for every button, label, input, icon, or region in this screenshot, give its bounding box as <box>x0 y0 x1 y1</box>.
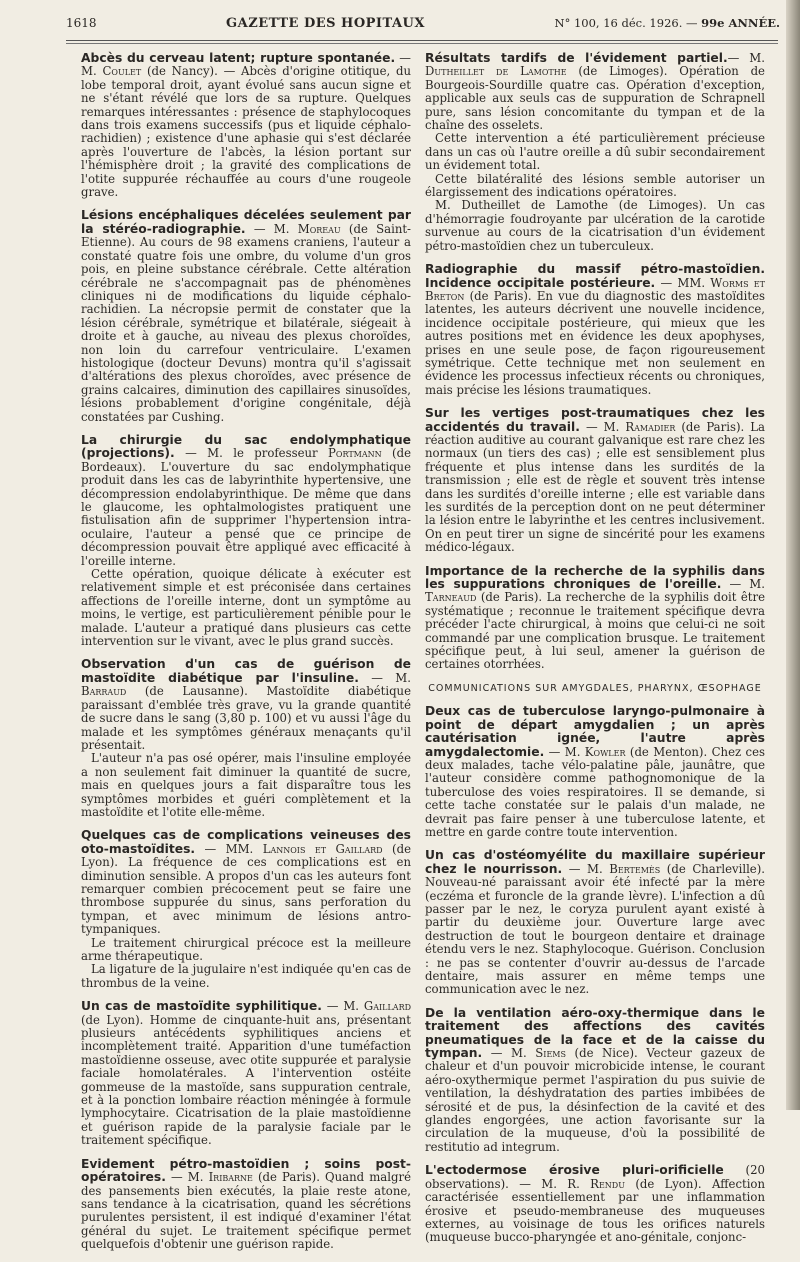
article-author: Bertemès <box>609 861 661 876</box>
author-place: (de Paris). <box>464 288 537 303</box>
author-place: (de Paris). <box>675 419 751 434</box>
paragraph-text: Chez ces deux malades, tache vélo-palatine pâle, jaunâtre, que l'auteur considère comme pathognomonique de la tuberculose des voies respiratoires. Il se demande, si cette tache constatée sur le palais d'un malade, ne devrait pas faire penser à une tuberculose latente, et mettre en garde contre toute intervention. <box>425 744 765 839</box>
author-prefix: — MM. <box>655 275 711 290</box>
article-title: Un cas d'ostéomyélite du maxillaire supérieur chez le nourrisson. <box>425 848 765 876</box>
page-number: 1618 <box>66 16 97 30</box>
article <box>81 1000 411 1147</box>
article-paragraph <box>81 752 411 819</box>
author-prefix: — MM. <box>195 841 263 856</box>
article <box>425 52 765 253</box>
author-prefix: — M. <box>245 221 298 236</box>
author-place: (de Bordeaux). <box>81 446 411 474</box>
article-paragraph <box>425 1164 765 1244</box>
article-author: Gaillard <box>363 999 412 1014</box>
article-title: Radiographie du massif pétro-mastoïdien. Incidence occipitale postérieure. <box>425 262 765 290</box>
paragraph-text: La recherche de la syphilis doit être systématique ; reconnue le traitement spécifique devra précéder l'acte chirurgical, à moins que celui-ci ne soit commandé par une complication brusque. Le traitement spécifique peut, à lui seul, amener la guérison de certaines otorrhées. <box>425 590 765 672</box>
section-heading: COMMUNICATIONS SUR AMYGDALES, PHARYNX, ŒSOPHAGE <box>428 682 762 694</box>
article-author: Kowler <box>584 744 626 759</box>
right-articles-bottom <box>425 705 765 1244</box>
article-paragraph <box>425 199 765 253</box>
paragraph-text: La fréquence de ces complications est en diminution sensible. A propos d'un cas les auteurs font remarquer combien précocement peut se faire une thrombose suppurée du sinus, sans perforation du tympan, et avec minimum de lésions antro-tympaniques. <box>81 855 412 937</box>
article-author: Rendu <box>590 1176 625 1191</box>
author-prefix: — M. le professeur <box>174 446 329 461</box>
paragraph-text: Affection caractérisée essentiellement par une inflammation érosive et pseudo-membraneuse des muqueuses externes, au voisinage de tous les orifices naturels (muqueuse bucco-pharyngée et ano-génitale, conjonc- <box>425 1176 765 1245</box>
article <box>425 849 765 996</box>
author-prefix: — M. <box>562 861 610 876</box>
article <box>425 1164 765 1244</box>
article-paragraph <box>81 434 411 568</box>
article-paragraph <box>81 568 411 648</box>
article <box>81 658 411 819</box>
author-place: (de Menton). <box>625 744 712 759</box>
issue-info <box>555 16 780 30</box>
paragraph-text: Homme de cinquante-huit ans, présentant plusieurs antécédents syphilitiques anciens et incomplètement traité. Apparition d'une tuméfaction mastoïdienne osseuse, avec otite suppurée et paralysie faciale homolatérales. A l'intervention ostéite gommeuse de la mastoïde, sans suppuration centrale, et à la ponction lombaire réaction méningée à formule lymphocytaire. Cicatrisation de la plaie mastoïdienne et guérison rapide de la paralysie faciale par le traitement spécifique. <box>81 1012 411 1148</box>
article-author: Iribarne <box>208 1170 253 1185</box>
left-column <box>81 52 411 1262</box>
article-title: Quelques cas de complications veineuses des oto-mastoïdites. <box>81 828 411 856</box>
author-place: (de Limoges). <box>566 64 680 79</box>
journal-title: GAZETTE DES HOPITAUX <box>226 16 425 31</box>
right-articles-top <box>425 52 765 672</box>
article-paragraph <box>425 407 765 554</box>
article <box>425 407 765 554</box>
article <box>81 434 411 649</box>
author-place: (de Nancy). — <box>141 64 242 79</box>
author-place: (de Lausanne). <box>126 684 267 699</box>
paragraph-text: Nouveau-né paraissant avoir été infecté par la mère (eczéma et furoncle de la grande lèvre). L'infection a dû passer par le nez, le coryza purulent ayant existé à partir du deuxième jour. Ouverture large avec destruction de tout le bourgeon dentaire et drainage étendu vers le nez. Staphylocoque. Guérison. Conclusion : ne pas se contenter d'ouvrir au-dessus de l'arcade dentaire, mais assurer en même temps une communication avec le nez. <box>425 875 765 997</box>
article-author: Barraud <box>81 684 127 699</box>
paragraph-text: Cette opération, quoique délicate à exécuter est relativement simple et est préconisée dans certaines affections de l'oreille interne, dont un symptôme au moins, le vertige, est particulièrement pénible pour le malade. L'auteur a pratiqué dans plusieurs cas cette intervention sur le vivant, avec le plus grand succès. <box>81 567 411 649</box>
author-prefix: — M. <box>544 744 585 759</box>
article-author: Coulet <box>102 64 142 79</box>
article-paragraph <box>425 705 765 839</box>
article-author: Ramadier <box>625 419 676 434</box>
author-prefix: — M. <box>321 999 364 1014</box>
article-paragraph <box>81 937 411 964</box>
article <box>425 565 765 672</box>
article-paragraph <box>81 1158 411 1252</box>
article-paragraph <box>425 1007 765 1154</box>
paragraph-text: Mastoïdite diabétique paraissant d'emblée très grave, vu la grande quantité de sucre dans le sang (3,80 p. 100) et vu aussi l'âge du malade et les symptômes généraux menaçants qu'il présentait. <box>81 684 411 752</box>
author-place: (de Lyon). <box>624 1176 712 1191</box>
paragraph-text: L'ouverture du sac endolymphatique produit dans les cas de labyrinthite hypertensive, une décompression endolabyrinthique. De même que dans le glaucome, les ophtalmologistes pratiquent une fistulisation afin de supprimer l'hypertension intra-oculaire, l'auteur a pensé que ce principe de décompression pouvait être appliqué avec efficacité à l'oreille interne. <box>81 459 411 568</box>
article-title: La chirurgie du sac endolymphatique (projections). <box>81 432 411 461</box>
page-edge-shadow <box>786 0 800 1110</box>
article <box>81 209 411 424</box>
paragraph-text: En vue du diagnostic des mastoïdites latentes, les auteurs décrivent une nouvelle incidence, incidence occipitale postérieure, qui mieux que les autres positions met en évidence les deux apophyses, prises en une seule pose, de façon rigoureusement symétrique. Cette technique met non seulement en évidence les processus infectieux récents ou chroniques, mais précise les lésions traumatiques. <box>425 288 765 397</box>
article-paragraph <box>81 658 411 752</box>
article-author: Lannois et Gaillard <box>262 841 383 856</box>
article-title: Importance de la recherche de la syphilis dans les suppurations chroniques de l'oreille. <box>425 563 765 592</box>
article-paragraph <box>425 263 765 397</box>
article-title: L'ectodermose érosive pluri-orificielle <box>425 1163 724 1178</box>
paragraph-text: Opération de Bourgeois-Sourdille quatre cas. Opération d'exception, applicable aux seuls cas de suppuration de Schrapnell pure, sans lésion concomitante du tympan et de la chaîne des osselets. <box>425 64 765 133</box>
paragraph-text: Cette bilatéralité des lésions semble autoriser un élargissement des indications opératoires. <box>425 171 765 200</box>
article-author: Portmann <box>328 446 382 461</box>
author-prefix: — M. <box>482 1046 536 1061</box>
article <box>81 1158 411 1252</box>
article-author: Dutheillet de Lamothe <box>425 64 567 79</box>
issue-year: 99e ANNÉE. <box>701 16 780 30</box>
paragraph-text: L'auteur n'a pas osé opérer, mais l'insuline employée a non seulement fait diminuer la quantité de sucre, mais en quelques jours a fait disparaître tous les symptômes morbides et guéri complètement et la mastoïdite et l'otite elle-même. <box>81 751 411 819</box>
paragraph-text: Quand malgré des pansements bien exécutés, la plaie reste atone, sans tendance à la cicatrisation, quand les sécrétions purulentes persistent, il est indiqué d'examiner l'état général du sujet. Le traitement spécifique permet quelquefois d'obtenir une guérison rapide. <box>81 1170 412 1252</box>
article <box>425 263 765 397</box>
article <box>81 829 411 990</box>
article <box>81 52 411 199</box>
author-place: (de Lyon). <box>81 841 411 870</box>
article-paragraph <box>425 173 765 200</box>
article-paragraph <box>425 52 765 132</box>
right-column <box>425 52 765 1255</box>
article-paragraph <box>425 132 765 172</box>
article-title: Deux cas de tuberculose laryngo-pulmonaire à point de départ amygdalien ; un après cautérisation ignée, l'autre après amygdalectomie. <box>425 704 765 759</box>
paragraph-text: Au cours de 98 examens craniens, l'auteur a constaté quatre fois une ombre, du volume d'un gros pois, en pleine substance cérébrale. Cette altération cérébrale ne s'accompagnait pas de phénomènes cliniques ni de modifications du liquide céphalo-rachidien. La nécropsie permit de constater que la lésion cérébrale, symétrique et bilatérale, siégeait à droite et à gauche, au niveau des plexus choroïdes, non loin du carrefour ventriculaire. L'examen histologique (docteur Devuns) montra qu'il s'agissait d'altérations des plexus choroïdes, avec présence de grains calcaires, diminution des capillaires sinusoïdes, lésions probablement d'origine congénitale, déjà constatées par Cushing. <box>81 235 411 424</box>
author-place: (de Paris). <box>252 1170 326 1185</box>
article-paragraph <box>81 963 411 990</box>
header-rule <box>66 40 778 41</box>
article-title: Lésions encéphaliques décelées seulement par la stéréo-radiographie. <box>81 208 411 236</box>
author-prefix: — M. <box>81 51 411 79</box>
paragraph-text: M. Dutheillet de Lamothe (de Limoges). Un cas d'hémorragie foudroyante par ulcération de la carotide survenue au cours de la cicatrisation d'un évidement pétro-mastoïdien chez un tuberculeux. <box>425 198 765 253</box>
article-paragraph <box>81 209 411 424</box>
author-place: (de Lyon). <box>81 1012 150 1027</box>
author-prefix: — M. <box>579 419 626 434</box>
author-place: (de Nice). <box>565 1046 647 1061</box>
article-author: Siems <box>535 1046 566 1061</box>
article-author: Tarneaud <box>425 590 477 605</box>
article-title: Résultats tardifs de l'évidement partiel. <box>425 51 728 65</box>
author-place: (de Saint-Etienne). <box>81 221 411 250</box>
paragraph-text: Vecteur gazeux de chaleur et d'un pouvoir microbicide intense, le courant aéro-oxythermique permet l'aspiration du pus suivie de ventilation, la déshydratation des parties imbibées de sérosité et de pus, la désinfection de la cavité et des glandes engorgées, une action favorisante sur la circulation de la muqueuse, d'où la possibilité de restitutio ad integrum. <box>425 1046 766 1154</box>
article-paragraph <box>425 849 765 996</box>
article-title: Un cas de mastoïdite syphilitique. <box>81 999 322 1014</box>
article <box>425 705 765 839</box>
paragraph-text: Le traitement chirurgical précoce est la meilleure arme thérapeutique. <box>81 935 411 963</box>
article-paragraph <box>81 52 411 199</box>
article-title: Sur les vertiges post-traumatiques chez les accidentés du travail. <box>425 406 765 434</box>
article-title: Observation d'un cas de guérison de mastoïdite diabétique par l'insuline. <box>81 657 411 685</box>
author-prefix: — M. <box>165 1170 209 1185</box>
author-prefix: — M. <box>721 577 765 592</box>
author-prefix: — M. <box>358 670 411 685</box>
author-prefix: — M. <box>727 51 765 65</box>
article-paragraph <box>81 1000 411 1147</box>
article <box>425 1007 765 1154</box>
article-title: De la ventilation aéro-oxy-thermique dans le traitement des affections des cavités pneumatiques de la face et de la caisse du tympan. <box>425 1005 765 1061</box>
author-place: (de Paris). <box>476 590 547 605</box>
article-paragraph <box>425 565 765 672</box>
author-prefix: (20 observations). — M. R. <box>425 1163 765 1191</box>
article-paragraph <box>81 829 411 936</box>
article-author: Moreau <box>297 221 341 236</box>
header-rule-double <box>66 43 778 44</box>
paragraph-text: La ligature de la jugulaire n'est indiquée qu'en cas de thrombus de la veine. <box>81 962 411 990</box>
article-title: Abcès du cerveau latent; rupture spontanée. <box>81 51 396 65</box>
article-title: Evidement pétro-mastoïdien ; soins post-opératoires. <box>81 1156 411 1185</box>
article-author: Worms et Breton <box>425 275 765 303</box>
paragraph-text: La réaction auditive au courant galvanique est rare chez les normaux (un tiers des cas) ; elle est sensiblement plus fréquente et plus intense dans les surdités de la transmission ; elle est de règle et souvent très intense dans les surdités d'oreille interne ; elle est variable dans les surdités de la perception dont on ne peut déterminer la lésion entre le labyrinthe et les centres inclusivement. On en peut tirer un signe de sincérité pour les examens médico-légaux. <box>425 419 765 555</box>
issue-date: N° 100, 16 déc. 1926. — <box>554 16 698 30</box>
running-header <box>66 16 780 38</box>
author-place: (de Charleville). <box>660 861 766 876</box>
paragraph-text: Abcès d'origine otitique, du lobe temporal droit, ayant évolué sans aucun signe et ne s'étant révélé que lors de sa rupture. Quelques remarques intéressantes : présence de staphylocoques dans trois examens successifs (pus et liquide céphalo-rachidien) ; existence d'une aphasie qui s'est déclarée après l'ouverture de l'abcès, la lésion portant sur l'hémisphère droit ; la gravité des complications de l'otite suppurée réchauffée au cours d'une rougeole grave. <box>81 64 411 200</box>
paragraph-text: Cette intervention a été particulièrement précieuse dans un cas où l'autre oreille a dû subir secondairement un évidement total. <box>425 131 765 173</box>
